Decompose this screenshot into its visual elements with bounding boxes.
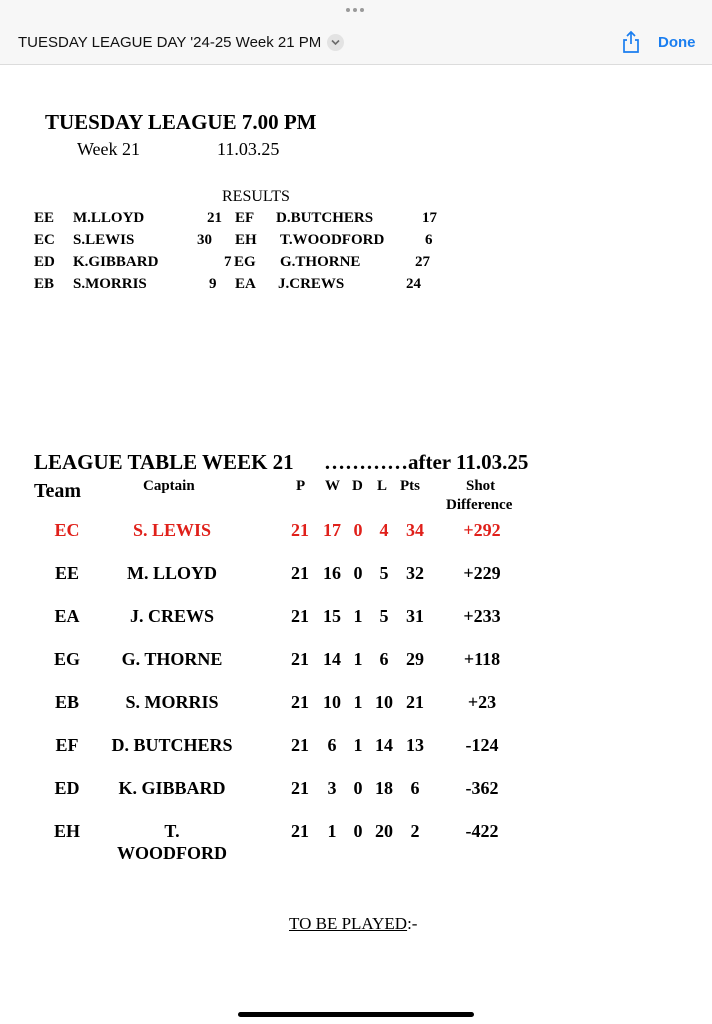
row-drawn: 0 <box>353 563 363 583</box>
row-won: 17 <box>323 520 341 540</box>
result-score-b: 17 <box>422 210 437 226</box>
row-shot-diff: -124 <box>465 735 499 755</box>
row-lost: 5 <box>379 606 389 626</box>
result-captain-a: S.LEWIS <box>73 232 135 248</box>
to-be-played-suffix: :- <box>407 914 418 933</box>
column-shot: Shot <box>466 478 496 494</box>
result-captain-b: T.WOODFORD <box>280 232 385 248</box>
row-points: 2 <box>410 821 420 841</box>
result-team-a: ED <box>34 254 55 270</box>
row-shot-diff: +23 <box>467 692 497 712</box>
row-drawn: 1 <box>353 735 363 755</box>
result-captain-a: M.LLOYD <box>73 210 145 226</box>
column-team: Team <box>34 480 82 502</box>
result-team-a: EB <box>34 276 55 292</box>
result-team-b: EH <box>235 232 257 248</box>
document-title[interactable]: TUESDAY LEAGUE DAY '24-25 Week 21 PM <box>18 34 322 51</box>
row-lost: 20 <box>375 821 393 841</box>
result-score-a: 7 <box>224 254 232 270</box>
document-header-bar <box>0 0 712 65</box>
row-drawn: 0 <box>353 778 363 798</box>
row-points: 21 <box>406 692 424 712</box>
column-played: P <box>296 478 306 494</box>
week-label: Week 21 <box>77 139 141 159</box>
row-points: 34 <box>406 520 424 540</box>
result-score-b: 27 <box>415 254 430 270</box>
row-played: 21 <box>291 520 309 540</box>
row-captain-line1: T. <box>164 821 180 841</box>
result-team-b: EA <box>235 276 256 292</box>
result-captain-b: J.CREWS <box>278 276 345 292</box>
row-team: EA <box>54 606 80 626</box>
row-played: 21 <box>291 649 309 669</box>
row-shot-diff: +233 <box>463 606 501 626</box>
row-lost: 18 <box>375 778 393 798</box>
row-won: 14 <box>323 649 341 669</box>
result-team-b: EF <box>235 210 255 226</box>
row-played: 21 <box>291 735 309 755</box>
league-heading: TUESDAY LEAGUE 7.00 PM <box>45 110 317 134</box>
row-won: 1 <box>327 821 337 841</box>
row-team: EG <box>53 649 80 669</box>
row-team: ED <box>54 778 80 798</box>
row-played: 21 <box>291 606 309 626</box>
column-won: W <box>325 478 340 494</box>
row-points: 29 <box>406 649 424 669</box>
chevron-down-icon[interactable] <box>327 34 344 51</box>
column-points: Pts <box>400 478 420 494</box>
result-team-a: EE <box>34 210 55 226</box>
row-captain: K. GIBBARD <box>118 778 226 798</box>
result-captain-a: K.GIBBARD <box>73 254 159 270</box>
column-captain: Captain <box>143 478 195 494</box>
result-score-b: 6 <box>425 232 433 248</box>
league-table-heading: LEAGUE TABLE WEEK 21 <box>34 450 294 474</box>
row-won: 16 <box>323 563 341 583</box>
to-be-played-label: TO BE PLAYED <box>289 914 408 933</box>
row-captain: G. THORNE <box>121 649 223 669</box>
result-captain-b: D.BUTCHERS <box>276 210 374 226</box>
row-captain: J. CREWS <box>129 606 214 626</box>
row-shot-diff: +118 <box>463 649 501 669</box>
row-team: EC <box>54 520 80 540</box>
week-date: 11.03.25 <box>217 139 280 159</box>
row-won: 6 <box>327 735 337 755</box>
row-shot-diff: +292 <box>463 520 501 540</box>
result-captain-a: S.MORRIS <box>73 276 147 292</box>
row-played: 21 <box>291 821 309 841</box>
row-lost: 6 <box>379 649 389 669</box>
row-points: 31 <box>406 606 424 626</box>
row-shot-diff: -362 <box>465 778 499 798</box>
result-score-a: 9 <box>209 276 217 292</box>
row-won: 3 <box>327 778 337 798</box>
column-drawn: D <box>352 478 363 494</box>
results-heading: RESULTS <box>222 188 290 205</box>
row-drawn: 0 <box>353 821 363 841</box>
row-lost: 14 <box>375 735 393 755</box>
row-shot-diff: -422 <box>465 821 499 841</box>
done-button[interactable]: Done <box>658 34 696 51</box>
column-lost: L <box>377 478 388 494</box>
row-captain: S. MORRIS <box>125 692 219 712</box>
column-difference: Difference <box>446 497 513 513</box>
result-score-b: 24 <box>406 276 421 292</box>
row-lost: 4 <box>379 520 389 540</box>
row-drawn: 1 <box>353 692 363 712</box>
row-points: 6 <box>410 778 420 798</box>
result-score-a: 21 <box>207 210 222 226</box>
row-captain: M. LLOYD <box>127 563 217 583</box>
result-team-b: EG <box>234 254 256 270</box>
row-lost: 10 <box>375 692 393 712</box>
row-won: 10 <box>323 692 341 712</box>
share-icon[interactable] <box>620 30 642 54</box>
row-shot-diff: +229 <box>463 563 501 583</box>
row-points: 32 <box>406 563 424 583</box>
row-captain-line2: WOODFORD <box>117 843 227 863</box>
row-lost: 5 <box>379 563 389 583</box>
more-dots-icon[interactable] <box>346 8 364 12</box>
row-played: 21 <box>291 563 309 583</box>
row-team: EE <box>54 563 79 583</box>
result-team-a: EC <box>34 232 55 248</box>
row-drawn: 0 <box>353 520 363 540</box>
result-score-a: 30 <box>197 232 212 248</box>
row-team: EF <box>55 735 79 755</box>
row-played: 21 <box>291 778 309 798</box>
to-be-played-heading <box>289 914 417 934</box>
row-captain: D. BUTCHERS <box>111 735 233 755</box>
row-won: 15 <box>323 606 341 626</box>
league-table-date: …………after 11.03.25 <box>324 450 529 474</box>
row-drawn: 1 <box>353 649 363 669</box>
row-captain: S. LEWIS <box>132 520 212 540</box>
row-points: 13 <box>406 735 424 755</box>
row-team: EH <box>53 821 80 841</box>
row-drawn: 1 <box>353 606 363 626</box>
row-played: 21 <box>291 692 309 712</box>
result-captain-b: G.THORNE <box>280 254 361 270</box>
home-indicator[interactable] <box>238 1012 474 1017</box>
row-team: EB <box>54 692 79 712</box>
